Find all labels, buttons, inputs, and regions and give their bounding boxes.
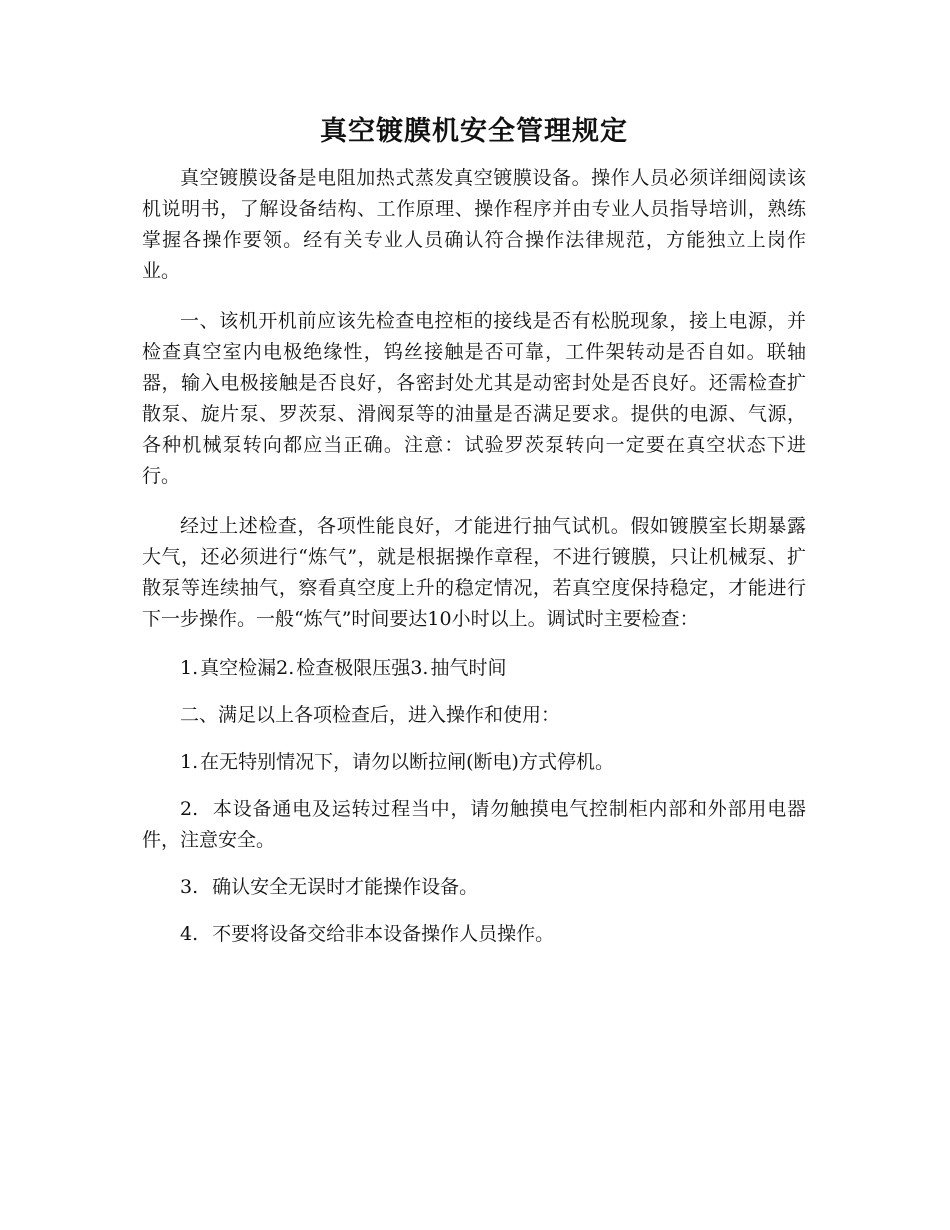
list-item-number: 4. xyxy=(180,923,199,945)
check-number: 2. xyxy=(276,657,295,679)
section-one-followup-paragraph: 经过上述检查，各项性能良好，才能进行抽气试机。假如镀膜室长期暴露大气，还必须进行“炼气”，就是根据操作章程，不进行镀膜，只让机械泵、扩散泵等连续抽气，察看真空度上升的稳定情况，若真空度保持稳定，才能进行下一步操作。一般“炼气”时间要达10小时以上。调试时主要检查： xyxy=(142,515,806,630)
list-item xyxy=(142,747,806,778)
list-item-text: 在无特别情况下，请勿以断拉闸(断电)方式停机。 xyxy=(200,751,614,773)
document-page xyxy=(142,0,806,950)
check-text: 抽气时间 xyxy=(430,657,507,679)
list-item xyxy=(142,794,806,856)
check-list xyxy=(142,653,806,684)
list-item-number: 2. xyxy=(180,798,199,820)
list-item-number: 1. xyxy=(180,751,199,773)
section-two-heading: 二、满足以上各项检查后，进入操作和使用： xyxy=(180,704,561,726)
check-text: 真空检漏 xyxy=(200,657,277,679)
intro-paragraph: 真空镀膜设备是电阻加热式蒸发真空镀膜设备。操作人员必须详细阅读该机说明书，了解设备结构、工作原理、操作程序并由专业人员指导培训，熟练掌握各操作要领。经有关专业人员确认符合操作法律规范，方能独立上岗作业。 xyxy=(142,167,806,282)
list-item xyxy=(142,872,806,903)
list-item-text: 确认安全无误时才能操作设备。 xyxy=(212,876,479,898)
document-title: 真空镀膜机安全管理规定 xyxy=(320,116,628,147)
list-item-text: 本设备通电及运转过程当中，请勿触摸电气控制柜内部和外部用电器件，注意安全。 xyxy=(142,798,806,851)
check-number: 1. xyxy=(180,657,199,679)
list-item-text: 不要将设备交给非本设备操作人员操作。 xyxy=(212,923,555,945)
check-text: 检查极限压强 xyxy=(296,657,411,679)
list-item xyxy=(142,919,806,950)
check-number: 3. xyxy=(410,657,429,679)
list-item-number: 3. xyxy=(180,876,199,898)
section-one-paragraph: 一、该机开机前应该先检查电控柜的接线是否有松脱现象，接上电源，并检查真空室内电极绝缘性，钨丝接触是否可靠，工件架转动是否自如。联轴器，输入电极接触是否良好，各密封处尤其是动密封处是否良好。还需检查扩散泵、旋片泵、罗茨泵、滑阀泵等的油量是否满足要求。提供的电源、气源，各种机械泵转向都应当正确。注意：试验罗茨泵转向一定要在真空状态下进行。 xyxy=(142,310,806,487)
